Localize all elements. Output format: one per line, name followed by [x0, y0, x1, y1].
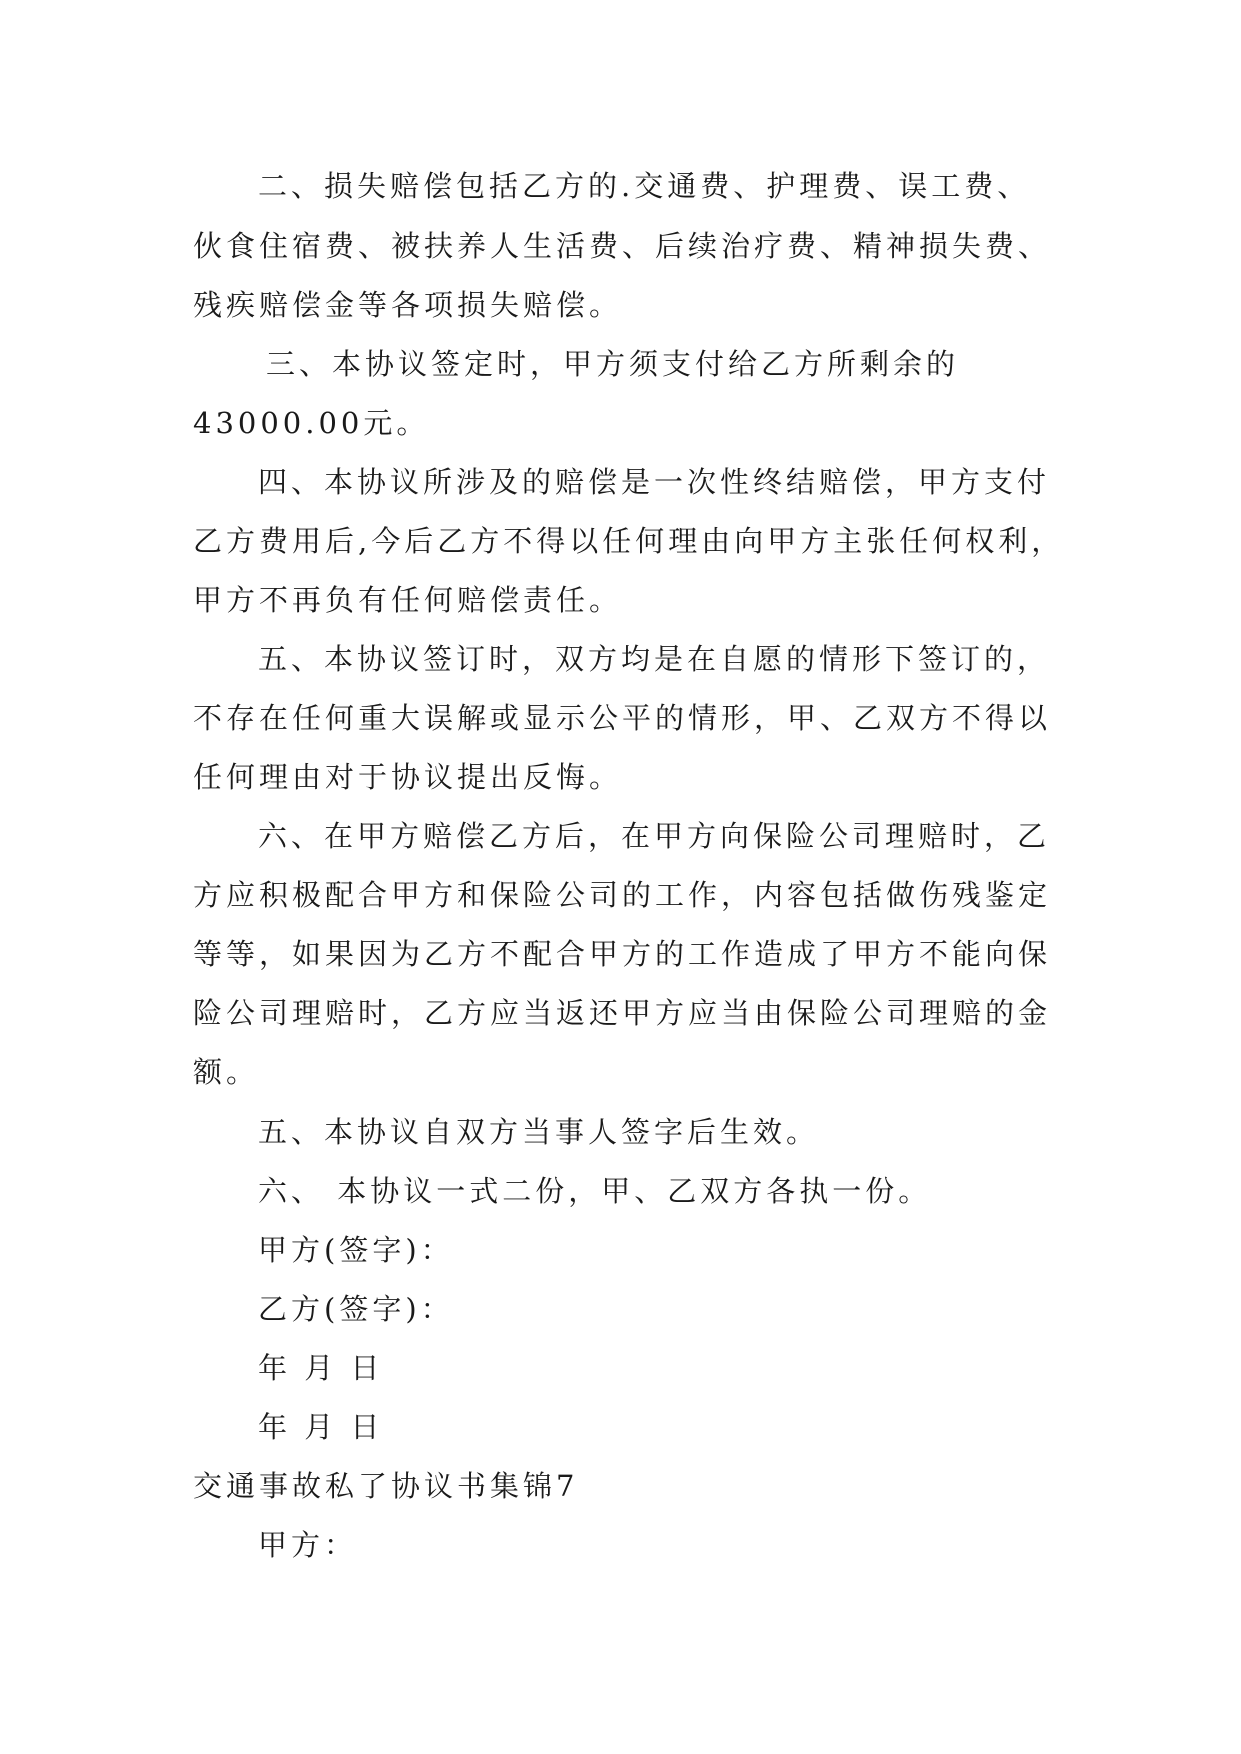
clause-copies: 六、 本协议一式二份，甲、乙双方各执一份。 [258, 1174, 932, 1208]
clause-5-line-2: 不存在任何重大误解或显示公平的情形，甲、乙双方不得以 [193, 701, 1052, 735]
clause-4-line-3: 甲方不再负有任何赔偿责任。 [193, 583, 623, 617]
clause-4-line-2: 乙方费用后,今后乙方不得以任何理由向甲方主张任何权利， [193, 524, 1065, 558]
clause-2-line-2: 伙食住宿费、被扶养人生活费、后续治疗费、精神损失费、 [193, 229, 1052, 263]
clause-5-line-1: 五、本协议签订时，双方均是在自愿的情形下签订的， [258, 642, 1051, 676]
clause-4-line-1: 四、本协议所涉及的赔偿是一次性终结赔偿，甲方支付 [258, 465, 1051, 499]
party-a-label: 甲方： [258, 1528, 358, 1562]
date-line-1: 年 月 日 [258, 1351, 384, 1385]
clause-6-line-2: 方应积极配合甲方和保险公司的工作，内容包括做伤残鉴定 [193, 878, 1052, 912]
clause-6-line-1: 六、在甲方赔偿乙方后，在甲方向保险公司理赔时，乙 [258, 819, 1051, 853]
date-line-2: 年 月 日 [258, 1410, 384, 1444]
clause-2-line-3: 残疾赔偿金等各项损失赔偿。 [193, 288, 623, 322]
clause-6-line-4: 险公司理赔时，乙方应当返还甲方应当由保险公司理赔的金 [193, 996, 1052, 1030]
clause-6-line-3: 等等，如果因为乙方不配合甲方的工作造成了甲方不能向保 [193, 937, 1052, 971]
clause-effective: 五、本协议自双方当事人签字后生效。 [258, 1115, 820, 1149]
party-a-signature-label: 甲方(签字)： [258, 1233, 454, 1267]
clause-6-line-5: 额。 [193, 1055, 260, 1089]
clause-2-line-1: 二、损失赔偿包括乙方的.交通费、护理费、误工费、 [258, 169, 1031, 203]
clause-5-line-3: 任何理由对于协议提出反悔。 [193, 760, 623, 794]
section-heading: 交通事故私了协议书集锦7 [193, 1469, 579, 1503]
clause-3-line-2: 43000.00元。 [193, 406, 430, 440]
clause-3-line-1: 三、本协议签定时，甲方须支付给乙方所剩余的 [266, 347, 960, 381]
party-b-signature-label: 乙方(签字)： [258, 1292, 454, 1326]
